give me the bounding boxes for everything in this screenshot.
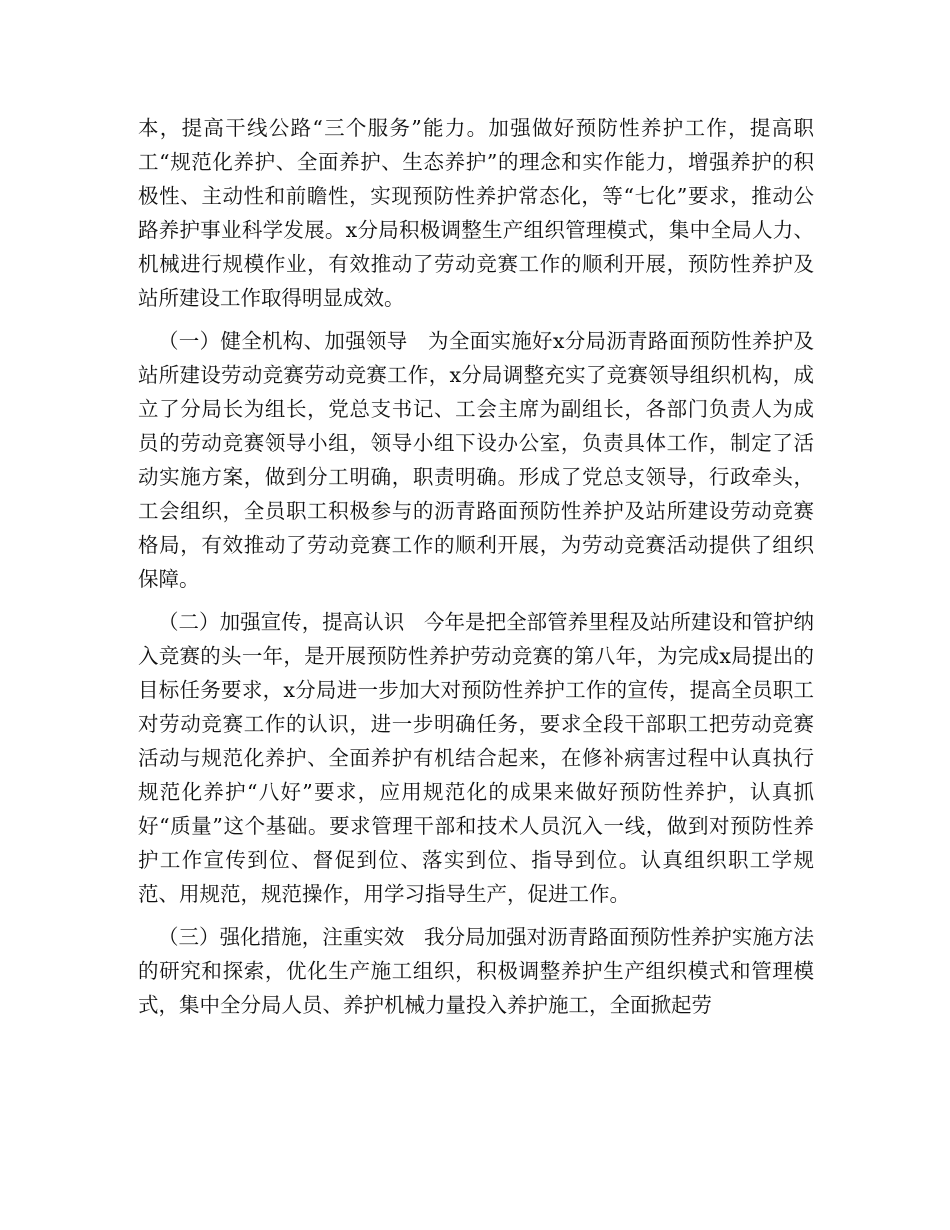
heading-spacer xyxy=(408,329,428,353)
document-body xyxy=(138,111,814,1022)
paragraph-section-1 xyxy=(138,324,814,596)
section-heading-3: （三）强化措施，注重实效 xyxy=(158,925,405,949)
paragraph-text: 为全面实施好x分局沥青路面预防性养护及站所建设劳动竞赛劳动竞赛工作，x分局调整充实了竞赛领导组织机构，成立了分局长为组长，党总支书记、工会主席为副组长，各部门负责人为成员的劳动竞赛领导小组，领导小组下设办公室，负责具体工作，制定了活动实施方案，做到分工明确，职责明确。形成了党总支领导，行政牵头，工会组织，全员职工积极参与的沥青路面预防性养护及站所建设劳动竞赛格局，有效推动了劳动竞赛工作的顺利开展，为劳动竞赛活动提供了组织保障。 xyxy=(138,329,814,591)
section-heading-1: （一）健全机构、加强领导 xyxy=(158,329,408,353)
paragraph-section-3 xyxy=(138,920,814,1022)
heading-spacer xyxy=(404,925,424,949)
heading-spacer xyxy=(404,610,424,634)
paragraph-text: 本，提高干线公路“三个服务”能力。加强做好预防性养护工作，提高职工“规范化养护、全面养护、生态养护”的理念和实作能力，增强养护的积极性、主动性和前瞻性，实现预防性养护常态化，等“七化”要求，推动公路养护事业科学发展。x分局积极调整生产组织管理模式，集中全局人力、机械进行规模作业，有效推动了劳动竞赛工作的顺利开展，预防性养护及站所建设工作取得明显成效。 xyxy=(138,116,814,310)
paragraph-text: 我分局加强对沥青路面预防性养护实施方法的研究和探索，优化生产施工组织，积极调整养护生产组织模式和管理模式，集中全分局人员、养护机械力量投入养护施工，全面掀起劳 xyxy=(138,925,814,1017)
paragraph-section-2 xyxy=(138,605,814,911)
paragraph-intro-continuation xyxy=(138,111,814,315)
section-heading-2: （二）加强宣传，提高认识 xyxy=(158,610,405,634)
paragraph-text: 今年是把全部管养里程及站所建设和管护纳入竞赛的头一年，是开展预防性养护劳动竞赛的第八年，为完成x局提出的目标任务要求，x分局进一步加大对预防性养护工作的宣传，提高全员职工对劳动竞赛工作的认识，进一步明确任务，要求全段干部职工把劳动竞赛活动与规范化养护、全面养护有机结合起来，在修补病害过程中认真执行规范化养护“八好”要求，应用规范化的成果来做好预防性养护，认真抓好“质量”这个基础。要求管理干部和技术人员沉入一线，做到对预防性养护工作宣传到位、督促到位、落实到位、指导到位。认真组织职工学规范、用规范，规范操作，用学习指导生产，促进工作。 xyxy=(138,610,814,906)
